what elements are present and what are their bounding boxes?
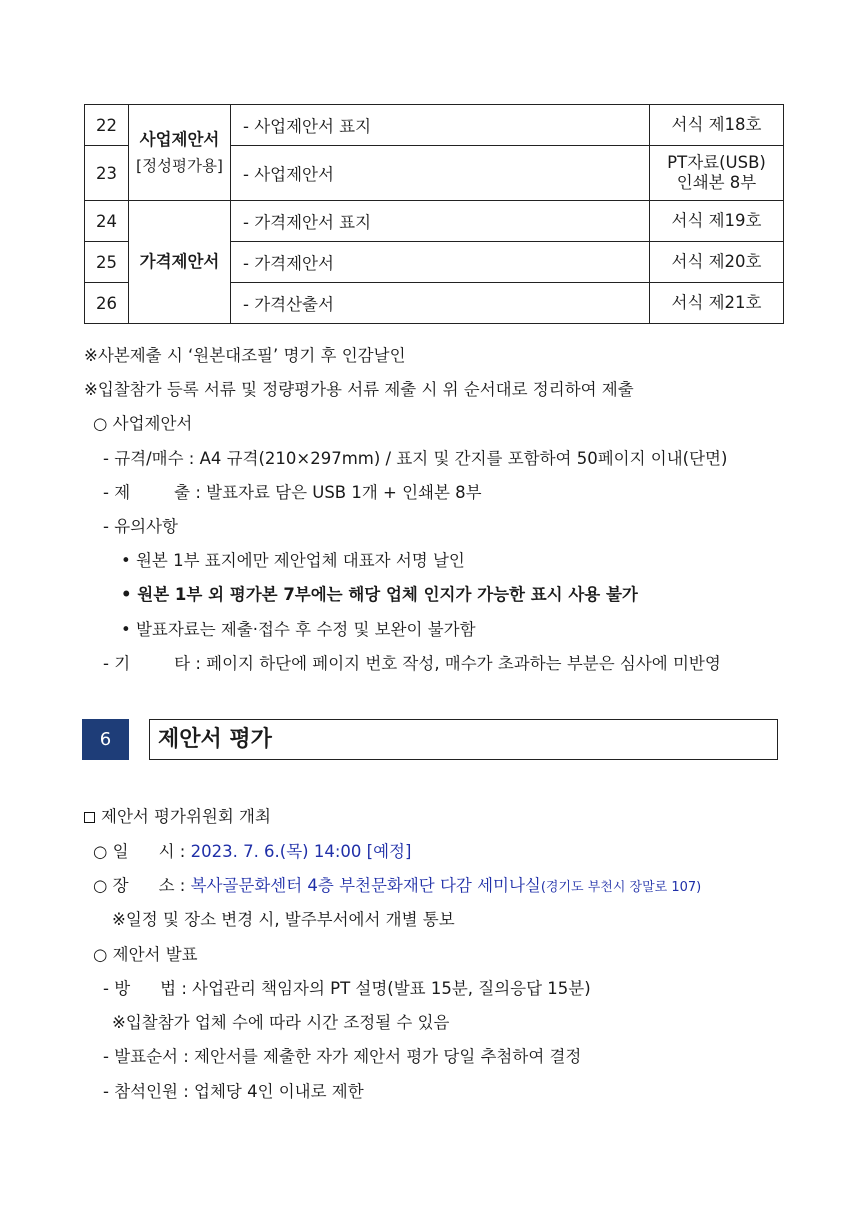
row-number: 24 bbox=[85, 201, 129, 242]
date-label-end: 시 : bbox=[158, 842, 186, 861]
form-cell: 서식 제20호 bbox=[650, 242, 784, 283]
item-cell: - 사업제안서 표지 bbox=[231, 105, 650, 146]
note-document-order: ※입찰참가 등록 서류 및 정량평가용 서류 제출 시 위 순서대로 정리하여 제출 bbox=[84, 380, 634, 399]
proposal-heading: ○ 사업제안서 bbox=[93, 414, 193, 433]
etc-text: 타 : 페이지 하단에 페이지 번호 작성, 매수가 초과하는 부분은 심사에 미반영 bbox=[174, 654, 721, 673]
place-label-end: 소 : bbox=[158, 876, 186, 895]
committee-heading: 제안서 평가위원회 개최 bbox=[101, 807, 271, 826]
date-label: ○ 일 bbox=[93, 842, 129, 861]
attendees-limit: - 참석인원 : 업체당 4인 이내로 제한 bbox=[103, 1082, 364, 1101]
date-value: 2023. 7. 6.(목) 14:00 [예정] bbox=[190, 842, 412, 861]
place-value: 복사골문화센터 4층 부천문화재단 다감 세미나실 bbox=[190, 876, 541, 895]
etc-label: - 기 bbox=[103, 654, 131, 673]
place-label: ○ 장 bbox=[93, 876, 129, 895]
proposal-submit bbox=[103, 482, 482, 504]
group-cell bbox=[129, 105, 231, 201]
presentation-heading: ○ 제안서 발표 bbox=[93, 945, 198, 964]
presentation-method bbox=[103, 978, 591, 1000]
item-cell: - 가격제안서 bbox=[231, 242, 650, 283]
group-cell bbox=[129, 201, 231, 324]
group-subtitle: [정성평가용] bbox=[136, 156, 223, 175]
checkbox-square-icon bbox=[84, 812, 95, 823]
form-cell: 서식 제21호 bbox=[650, 283, 784, 324]
method-label: - 방 bbox=[103, 979, 131, 998]
caution-bullet: • 발표자료는 제출·접수 후 수정 및 보완이 불가함 bbox=[121, 620, 476, 639]
table-row bbox=[85, 201, 784, 242]
table-row bbox=[85, 105, 784, 146]
row-number: 22 bbox=[85, 105, 129, 146]
form-cell: 서식 제19호 bbox=[650, 201, 784, 242]
submit-text: 출 : 발표자료 담은 USB 1개 + 인쇄본 8부 bbox=[174, 483, 482, 502]
method-text: 법 : 사업관리 책임자의 PT 설명(발표 15분, 질의응답 15분) bbox=[160, 979, 591, 998]
section-number-badge: 6 bbox=[82, 719, 129, 760]
document-table bbox=[84, 104, 784, 324]
item-cell: - 가격제안서 표지 bbox=[231, 201, 650, 242]
form-line: PT자료(USB) bbox=[667, 153, 766, 172]
row-number: 26 bbox=[85, 283, 129, 324]
place-address: (경기도 부천시 장말로 107) bbox=[540, 880, 702, 895]
proposal-spec: - 규격/매수 : A4 규격(210×297mm) / 표지 및 간지를 포함하여 50페이지 이내(단면) bbox=[103, 449, 728, 468]
committee-date bbox=[93, 841, 411, 863]
group-title: 사업제안서 bbox=[139, 129, 220, 149]
method-note: ※입찰참가 업체 수에 따라 시간 조정될 수 있음 bbox=[112, 1013, 450, 1032]
row-number: 23 bbox=[85, 146, 129, 201]
note-copy-certification: ※사본제출 시 ‘원본대조필’ 명기 후 인감날인 bbox=[84, 346, 406, 365]
item-cell: - 가격산출서 bbox=[231, 283, 650, 324]
form-cell bbox=[650, 146, 784, 201]
form-line: 인쇄본 8부 bbox=[676, 173, 757, 192]
place-note: ※일정 및 장소 변경 시, 발주부서에서 개별 통보 bbox=[112, 910, 455, 929]
caution-bullet-bold: • 원본 1부 외 평가본 7부에는 해당 업체 인지가 가능한 표시 사용 불가 bbox=[121, 585, 638, 604]
committee-heading-line bbox=[84, 806, 271, 828]
proposal-caution: - 유의사항 bbox=[103, 517, 178, 536]
row-number: 25 bbox=[85, 242, 129, 283]
caution-bullet: • 원본 1부 표지에만 제안업체 대표자 서명 날인 bbox=[121, 551, 465, 570]
form-cell: 서식 제18호 bbox=[650, 105, 784, 146]
group-title: 가격제안서 bbox=[139, 252, 220, 271]
proposal-etc bbox=[103, 653, 721, 675]
submit-label: - 제 bbox=[103, 483, 131, 502]
committee-place bbox=[93, 875, 701, 899]
item-cell: - 사업제안서 bbox=[231, 146, 650, 201]
presentation-order: - 발표순서 : 제안서를 제출한 자가 제안서 평가 당일 추첨하여 결정 bbox=[103, 1047, 582, 1066]
section-title: 제안서 평가 bbox=[149, 719, 778, 760]
